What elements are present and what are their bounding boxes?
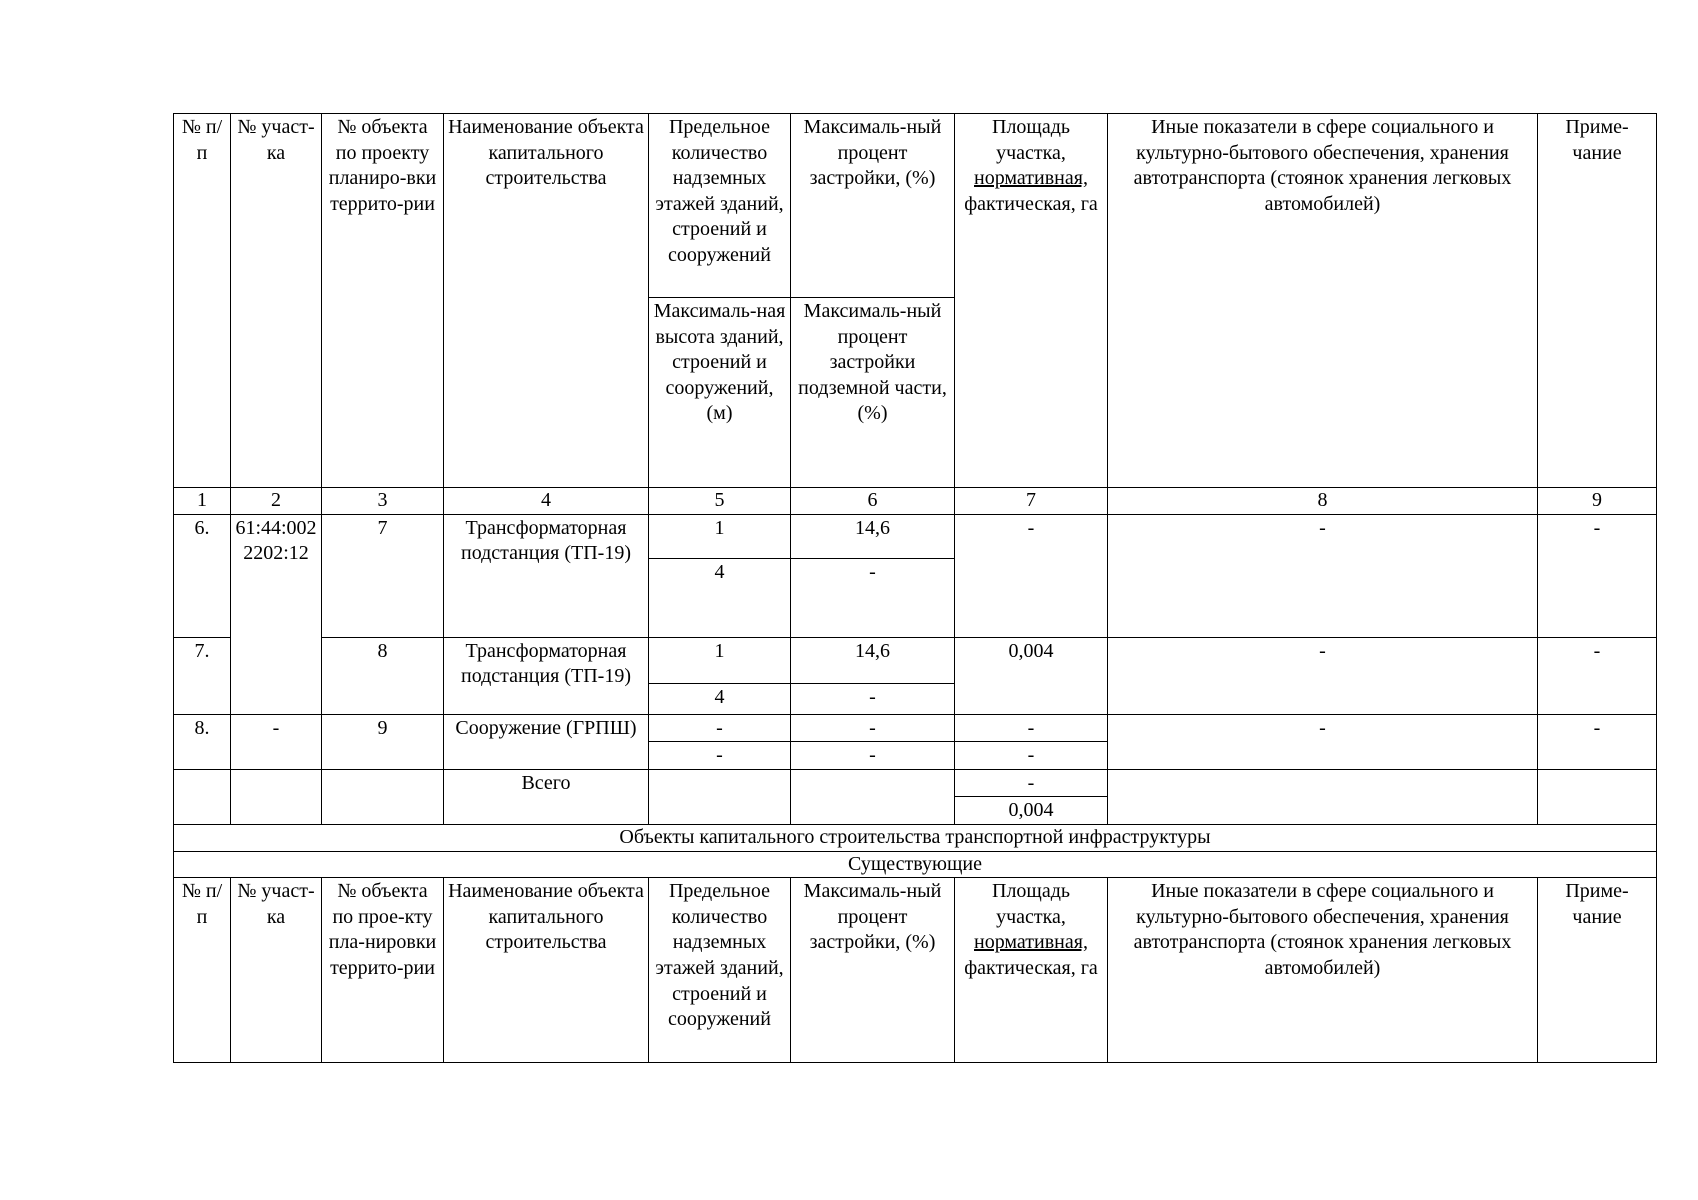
note-value: - (1538, 637, 1657, 714)
underground-percent-value: - (791, 558, 955, 637)
column-numbers-row (174, 488, 1657, 515)
table-row (174, 714, 1657, 742)
plot-area-actual-value: - (955, 742, 1108, 770)
header2-plot-area (955, 878, 1108, 1063)
column-number: 9 (1538, 488, 1657, 515)
header-plot-number: № участ-ка (231, 114, 322, 488)
header-plot-area-normative: нормативная, (974, 167, 1088, 190)
header-note: Приме-чание (1538, 114, 1657, 488)
header-floors-limit: Предельное количество надземных этажей зданий, строений и сооружений (649, 114, 791, 298)
header2-row (174, 878, 1657, 1063)
header-object-name: Наименование объекта капитального строительства (444, 114, 649, 488)
plot-area-normative-value: - (955, 714, 1108, 742)
total-label: Всего (444, 769, 649, 824)
build-percent-value: 14,6 (791, 637, 955, 683)
floors-value: - (649, 714, 791, 742)
header2-plot-area-line1: Площадь участка, (992, 880, 1070, 928)
header2-other-indicators: Иные показатели в сфере социального и культурно-бытового обеспечения, хранения автотранспорта (стоянок хранения легковых автомобилей) (1108, 878, 1538, 1063)
header2-number: № п/п (174, 878, 231, 1063)
column-number: 7 (955, 488, 1108, 515)
build-percent-value: - (791, 714, 955, 742)
header2-plot-number: № участ-ка (231, 878, 322, 1063)
other-indicators-value: - (1108, 514, 1538, 637)
header-plot-area-actual: фактическая, га (964, 192, 1098, 215)
row-number: 6. (174, 514, 231, 637)
section-title-row (174, 824, 1657, 851)
empty-cell (1538, 769, 1657, 824)
object-name: Сооружение (ГРПШ) (444, 714, 649, 769)
note-value: - (1538, 514, 1657, 637)
planning-table (173, 113, 1657, 1063)
floors-value: 1 (649, 514, 791, 558)
plot-cadastral-number: - (231, 714, 322, 769)
note-value: - (1538, 714, 1657, 769)
empty-cell (174, 769, 231, 824)
empty-cell (231, 769, 322, 824)
row-number: 8. (174, 714, 231, 769)
section-title: Объекты капитального строительства транспортной инфраструктуры (174, 824, 1657, 851)
header2-build-percent: Максималь-ный процент застройки, (%) (791, 878, 955, 1063)
header2-object-number: № объекта по прое-кту пла-нировки террито-рии (322, 878, 444, 1063)
empty-cell (1108, 769, 1538, 824)
object-number: 8 (322, 637, 444, 714)
other-indicators-value: - (1108, 637, 1538, 714)
header-row-top (174, 114, 1657, 298)
plot-area-value: - (955, 514, 1108, 637)
header2-note: Приме-чание (1538, 878, 1657, 1063)
column-number: 3 (322, 488, 444, 515)
height-value: - (649, 742, 791, 770)
object-number: 9 (322, 714, 444, 769)
header-build-percent: Максималь-ный процент застройки, (%) (791, 114, 955, 298)
header2-plot-area-normative: нормативная, (974, 931, 1088, 954)
subsection-title: Существующие (174, 851, 1657, 878)
column-number: 5 (649, 488, 791, 515)
other-indicators-value: - (1108, 714, 1538, 769)
column-number: 1 (174, 488, 231, 515)
header-plot-area (955, 114, 1108, 488)
total-area-normative: - (955, 769, 1108, 797)
header-number: № п/п (174, 114, 231, 488)
height-value: 4 (649, 683, 791, 714)
plot-area-value: 0,004 (955, 637, 1108, 714)
height-value: 4 (649, 558, 791, 637)
header2-plot-area-actual: фактическая, га (964, 956, 1098, 979)
table-row (174, 514, 1657, 558)
header-object-number: № объекта по проекту планиро-вки террито-рии (322, 114, 444, 488)
empty-cell (791, 769, 955, 824)
underground-percent-value: - (791, 683, 955, 714)
empty-cell (649, 769, 791, 824)
header2-floors-limit: Предельное количество надземных этажей зданий, строений и сооружений (649, 878, 791, 1063)
object-name: Трансформаторная подстанция (ТП-19) (444, 514, 649, 637)
build-percent-value: 14,6 (791, 514, 955, 558)
column-number: 6 (791, 488, 955, 515)
column-number: 2 (231, 488, 322, 515)
table-row (174, 637, 1657, 683)
header-max-height: Максималь-ная высота зданий, строений и сооружений, (м) (649, 298, 791, 488)
object-number: 7 (322, 514, 444, 637)
column-number: 8 (1108, 488, 1538, 515)
empty-cell (322, 769, 444, 824)
total-row (174, 769, 1657, 797)
header-underground-percent: Максималь-ный процент застройки подземной части, (%) (791, 298, 955, 488)
floors-value: 1 (649, 637, 791, 683)
header-other-indicators: Иные показатели в сфере социального и культурно-бытового обеспечения, хранения автотранспорта (стоянок хранения легковых автомобилей) (1108, 114, 1538, 488)
underground-percent-value: - (791, 742, 955, 770)
row-number: 7. (174, 637, 231, 714)
header2-object-name: Наименование объекта капитального строительства (444, 878, 649, 1063)
plot-cadastral-number: 61:44:0022202:12 (231, 514, 322, 714)
header-plot-area-line1: Площадь участка, (992, 116, 1070, 164)
total-area-actual: 0,004 (955, 797, 1108, 825)
subsection-title-row (174, 851, 1657, 878)
column-number: 4 (444, 488, 649, 515)
object-name: Трансформаторная подстанция (ТП-19) (444, 637, 649, 714)
